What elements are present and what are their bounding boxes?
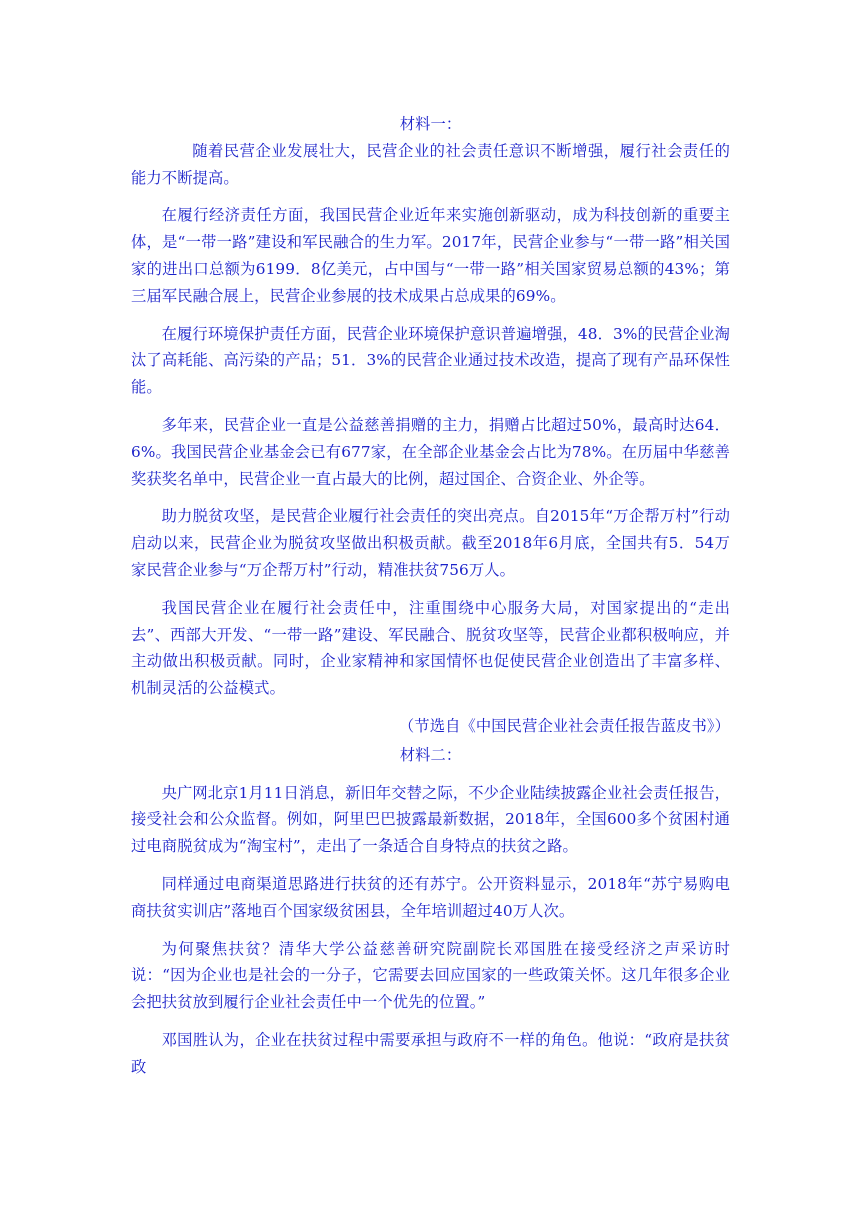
paragraph: 邓国胜认为，企业在扶贫过程中需要承担与政府不一样的角色。他说：“政府是扶贫政	[131, 1030, 730, 1076]
paragraph: 助力脱贫攻坚，是民营企业履行社会责任的突出亮点。自2015年“万企帮万村”行动启动以来，民营企业为脱贫攻坚做出积极贡献。截至2018年6月底，全国共有5．54万家民营企业参与“万企帮万村”行动，精准扶贫756万人。	[131, 507, 730, 579]
paragraph: 为何聚焦扶贫？清华大学公益慈善研究院副院长邓国胜在接受经济之声采访时说：“因为企业也是社会的一分子，它需要去回应国家的一些政策关怀。这几年很多企业会把扶贫放到履行企业社会责任中一个优先的位置。”	[131, 939, 730, 1012]
article-body	[131, 111, 730, 1081]
material-two-heading: 材料二：	[399, 745, 462, 764]
source-citation: （节选自《中国民营企业社会责任报告蓝皮书》）	[398, 716, 730, 735]
paragraph: 我国民营企业在履行社会责任中，注重围绕中心服务大局，对国家提出的“走出去”、西部大开发、“一带一路”建设、军民融合、脱贫攻坚等，民营企业都积极响应，并主动做出积极贡献。同时，企业家精神和家国情怀也促使民营企业创造出了丰富多样、机制灵活的公益模式。	[131, 598, 730, 698]
paragraph: 央广网北京1月11日消息，新旧年交替之际，不少企业陆续披露企业社会责任报告，接受社会和公众监督。例如，阿里巴巴披露最新数据，2018年，全国600多个贫困村通过电商脱贫成为“淘宝村”，走出了一条适合自身特点的扶贫之路。	[131, 783, 730, 856]
paragraph: 在履行环境保护责任方面，民营企业环境保护意识普遍增强，48．3%的民营企业淘汰了高耗能、高污染的产品；51．3%的民营企业通过技术改造，提高了现有产品环保性能。	[131, 324, 730, 397]
material-one-heading: 材料一：	[399, 115, 462, 133]
paragraph: 随着民营企业发展壮大，民营企业的社会责任意识不断增强，履行社会责任的能力不断提高。	[131, 141, 730, 187]
paragraph: 在履行经济责任方面，我国民营企业近年来实施创新驱动，成为科技创新的重要主体，是“一带一路”建设和军民融合的生力军。2017年，民营企业参与“一带一路”相关国家的进出口总额为6199．8亿美元，占中国与“一带一路”相关国家贸易总额的43%；第三届军民融合展上，民营企业参展的技术成果占总成果的69%。	[131, 206, 730, 305]
paragraph: 多年来，民营企业一直是公益慈善捐赠的主力，捐赠占比超过50%，最高时达64．6%。我国民营企业基金会已有677家，在全部企业基金会占比为78%。在历届中华慈善奖获奖名单中，民营企业一直占最大的比例，超过国企、合资企业、外企等。	[131, 415, 730, 488]
paragraph: 同样通过电商渠道思路进行扶贫的还有苏宁。公开资料显示，2018年“苏宁易购电商扶贫实训店”落地百个国家级贫困县，全年培训超过40万人次。	[131, 874, 730, 920]
